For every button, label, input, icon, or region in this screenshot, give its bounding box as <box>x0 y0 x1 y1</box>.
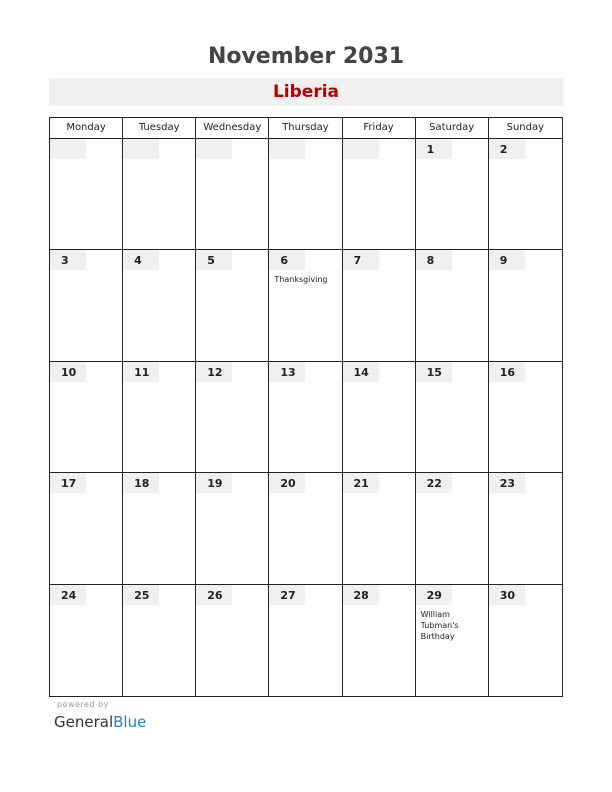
day-cell <box>269 473 342 583</box>
holiday-label: Thanksgiving <box>274 275 328 285</box>
day-cell <box>416 362 489 472</box>
day-number: 4 <box>123 250 159 270</box>
weekday-header: Wednesday <box>196 118 269 138</box>
day-cell <box>343 585 416 696</box>
weekday-header: Saturday <box>416 118 489 138</box>
day-cell <box>269 362 342 472</box>
day-cell <box>123 250 196 360</box>
week-row <box>50 139 562 250</box>
day-cell <box>416 139 489 249</box>
country-name: Liberia <box>49 78 563 106</box>
day-cell <box>343 250 416 360</box>
day-number: 6 <box>269 250 305 270</box>
day-cell <box>50 362 123 472</box>
day-cell <box>489 139 562 249</box>
day-number: 14 <box>343 362 379 382</box>
day-number: 5 <box>196 250 232 270</box>
brand-general: General <box>54 713 114 731</box>
day-cell <box>343 473 416 583</box>
day-cell <box>123 362 196 472</box>
day-cell <box>269 139 342 249</box>
day-number: 25 <box>123 585 159 605</box>
day-cell <box>123 139 196 249</box>
week-row <box>50 250 562 361</box>
day-cell <box>196 473 269 583</box>
day-number <box>343 139 379 159</box>
day-cell <box>489 473 562 583</box>
powered-by-label: powered by <box>57 700 109 709</box>
day-number: 30 <box>489 585 525 605</box>
day-cell <box>196 250 269 360</box>
calendar-grid <box>49 117 563 697</box>
day-number <box>123 139 159 159</box>
day-cell <box>343 139 416 249</box>
day-cell <box>269 250 342 360</box>
day-number: 21 <box>343 473 379 493</box>
week-row <box>50 585 562 696</box>
day-number: 16 <box>489 362 525 382</box>
day-number <box>196 139 232 159</box>
day-number <box>269 139 305 159</box>
day-number: 29 <box>416 585 452 605</box>
brand-logo <box>54 713 146 731</box>
day-number: 10 <box>50 362 86 382</box>
weekday-header: Tuesday <box>123 118 196 138</box>
day-cell <box>416 250 489 360</box>
day-number: 18 <box>123 473 159 493</box>
day-number: 8 <box>416 250 452 270</box>
day-number: 17 <box>50 473 86 493</box>
day-cell <box>269 585 342 696</box>
weekday-header: Sunday <box>506 122 545 133</box>
day-number: 2 <box>489 139 525 159</box>
day-cell <box>50 139 123 249</box>
day-number: 23 <box>489 473 525 493</box>
day-number: 9 <box>489 250 525 270</box>
holiday-label: William Tubman's Birthday <box>420 609 459 641</box>
day-grid <box>50 139 562 696</box>
day-cell <box>123 585 196 696</box>
day-cell <box>416 585 489 696</box>
day-cell <box>123 473 196 583</box>
day-number <box>50 139 86 159</box>
day-number: 12 <box>196 362 232 382</box>
day-cell <box>343 362 416 472</box>
day-cell <box>489 585 562 696</box>
day-number: 15 <box>416 362 452 382</box>
day-cell <box>416 473 489 583</box>
day-number: 26 <box>196 585 232 605</box>
day-number: 27 <box>269 585 305 605</box>
day-number: 13 <box>269 362 305 382</box>
day-number: 11 <box>123 362 159 382</box>
day-number: 28 <box>343 585 379 605</box>
week-row <box>50 362 562 473</box>
day-number: 3 <box>50 250 86 270</box>
page-title: November 2031 <box>207 44 405 69</box>
day-number: 7 <box>343 250 379 270</box>
day-cell <box>50 250 123 360</box>
day-cell <box>196 139 269 249</box>
day-cell <box>489 362 562 472</box>
weekday-header-row <box>50 118 562 139</box>
day-number: 19 <box>196 473 232 493</box>
day-cell <box>50 473 123 583</box>
day-number: 20 <box>269 473 305 493</box>
weekday-header: Friday <box>343 118 416 138</box>
day-cell <box>196 585 269 696</box>
day-number: 1 <box>416 139 452 159</box>
day-number: 24 <box>50 585 86 605</box>
day-cell <box>196 362 269 472</box>
weekday-header: Thursday <box>269 118 342 138</box>
day-number: 22 <box>416 473 452 493</box>
day-cell <box>489 250 562 360</box>
brand-blue: Blue <box>113 713 147 731</box>
day-cell <box>50 585 123 696</box>
week-row <box>50 473 562 584</box>
weekday-header: Monday <box>50 118 123 138</box>
